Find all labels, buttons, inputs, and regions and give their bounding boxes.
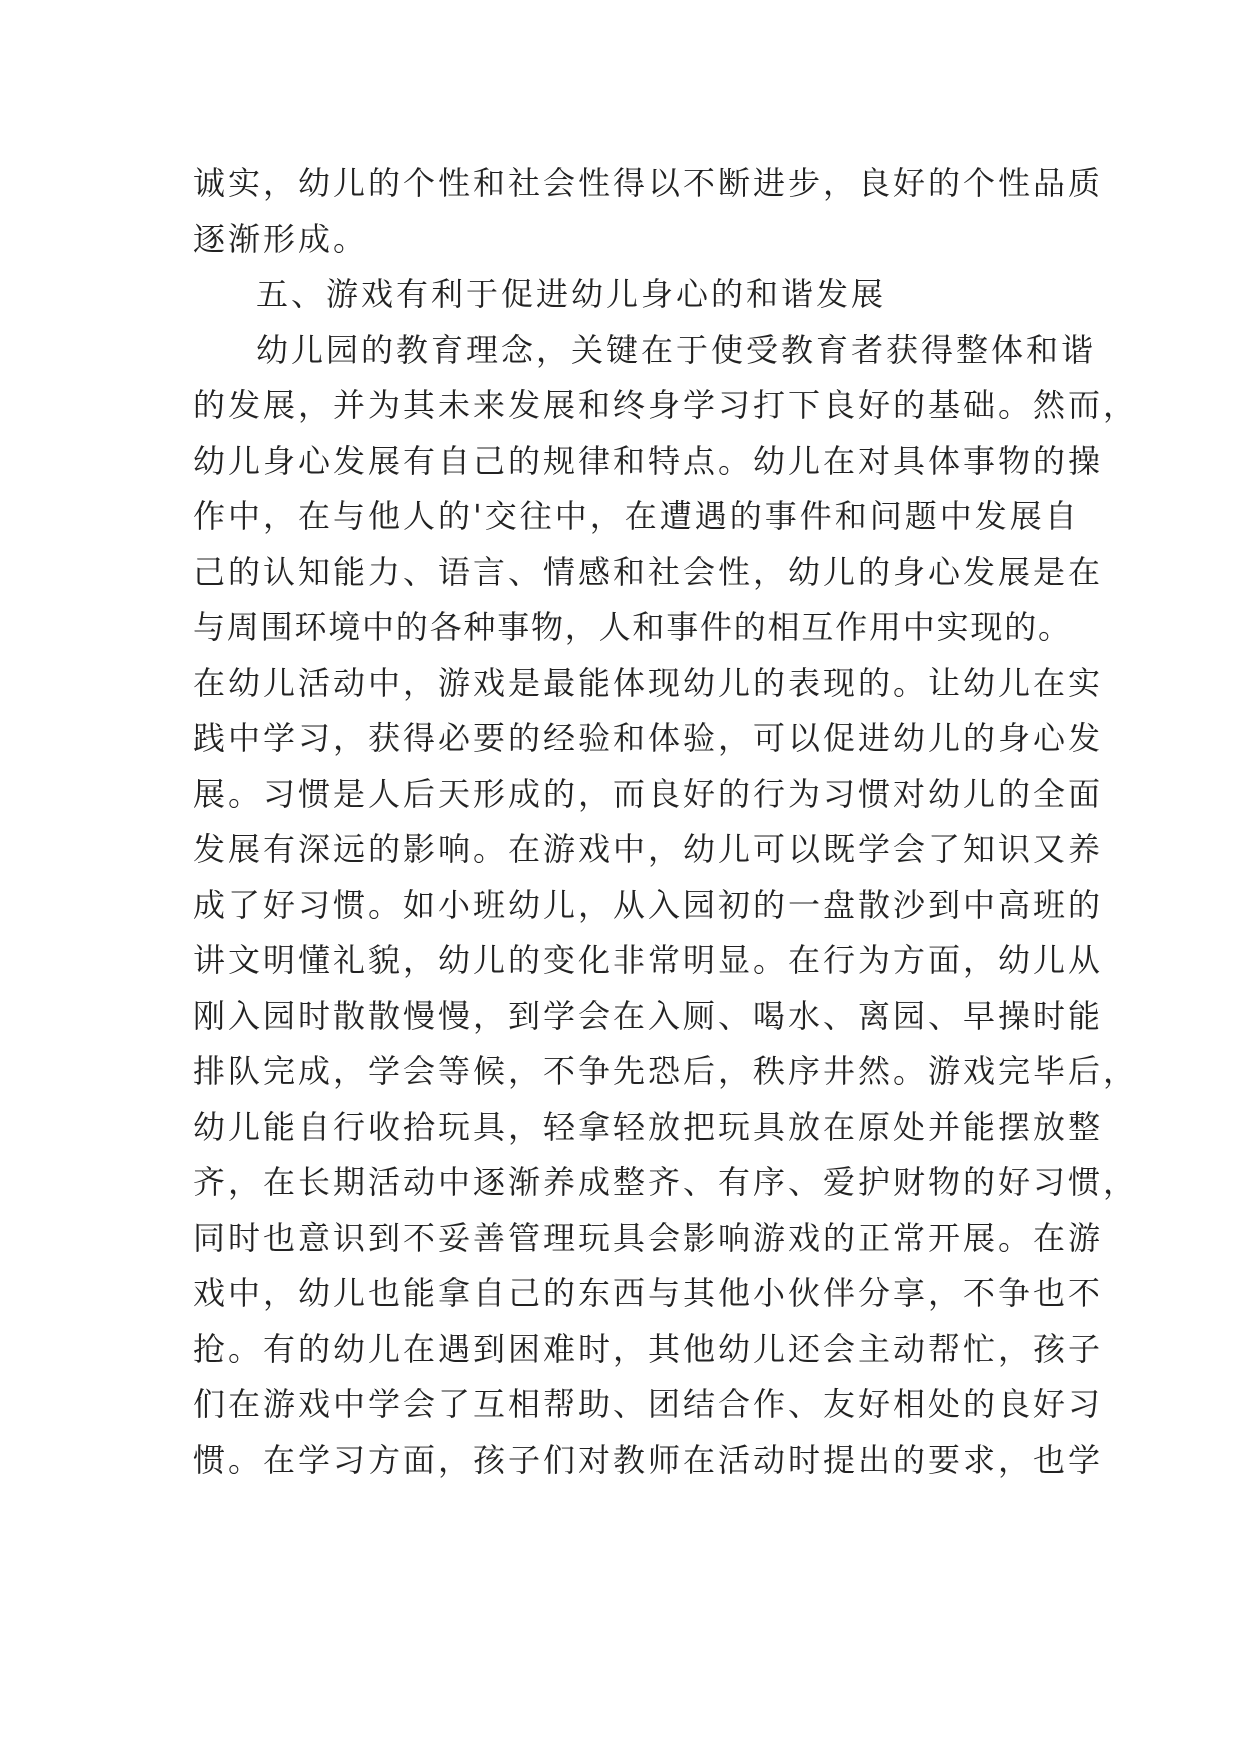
text-line: 惯。在学习方面，孩子们对教师在活动时提出的要求，也学 — [193, 1441, 1104, 1479]
text-line: 幼儿能自行收拾玩具，轻拿轻放把玩具放在原处并能摆放整 — [193, 1108, 1104, 1146]
text-line: 们在游戏中学会了互相帮助、团结合作、友好相处的良好习 — [193, 1385, 1104, 1423]
text-line: 幼儿身心发展有自己的规律和特点。幼儿在对具体事物的操 — [193, 442, 1104, 480]
text-line: 发展有深远的影响。在游戏中，幼儿可以既学会了知识又养 — [193, 830, 1104, 868]
section-heading: 五、游戏有利于促进幼儿身心的和谐发展 — [256, 275, 887, 313]
text-line: 逐渐形成。 — [193, 220, 369, 258]
text-line: 在幼儿活动中，游戏是最能体现幼儿的表现的。让幼儿在实 — [193, 664, 1104, 702]
text-line: 幼儿园的教育理念，关键在于使受教育者获得整体和谐 — [256, 331, 1097, 369]
text-line: 讲文明懂礼貌，幼儿的变化非常明显。在行为方面，幼儿从 — [193, 941, 1104, 979]
text-line: 己的认知能力、语言、情感和社会性，幼儿的身心发展是在 — [193, 553, 1104, 591]
text-line: 抢。有的幼儿在遇到困难时，其他幼儿还会主动帮忙，孩子 — [193, 1330, 1104, 1368]
text-line: 的发展，并为其未来发展和终身学习打下良好的基础。然而， — [193, 386, 1139, 424]
text-line: 践中学习，获得必要的经验和体验，可以促进幼儿的身心发 — [193, 719, 1104, 757]
text-line: 同时也意识到不妥善管理玩具会影响游戏的正常开展。在游 — [193, 1219, 1104, 1257]
text-line: 与周围环境中的各种事物，人和事件的相互作用中实现的。 — [193, 608, 1072, 646]
text-line: 戏中，幼儿也能拿自己的东西与其他小伙伴分享，不争也不 — [193, 1274, 1104, 1312]
text-line: 作中，在与他人的'交往中，在遭遇的事件和问题中发展自 — [193, 497, 1080, 535]
text-line: 排队完成，学会等候，不争先恐后，秩序井然。游戏完毕后， — [193, 1052, 1139, 1090]
text-line: 诚实，幼儿的个性和社会性得以不断进步，良好的个性品质 — [193, 164, 1104, 202]
text-line: 刚入园时散散慢慢，到学会在入厕、喝水、离园、早操时能 — [193, 997, 1104, 1035]
text-line: 成了好习惯。如小班幼儿，从入园初的一盘散沙到中高班的 — [193, 886, 1104, 924]
text-line: 齐，在长期活动中逐渐养成整齐、有序、爱护财物的好习惯， — [193, 1163, 1139, 1201]
text-line: 展。习惯是人后天形成的，而良好的行为习惯对幼儿的全面 — [193, 775, 1104, 813]
